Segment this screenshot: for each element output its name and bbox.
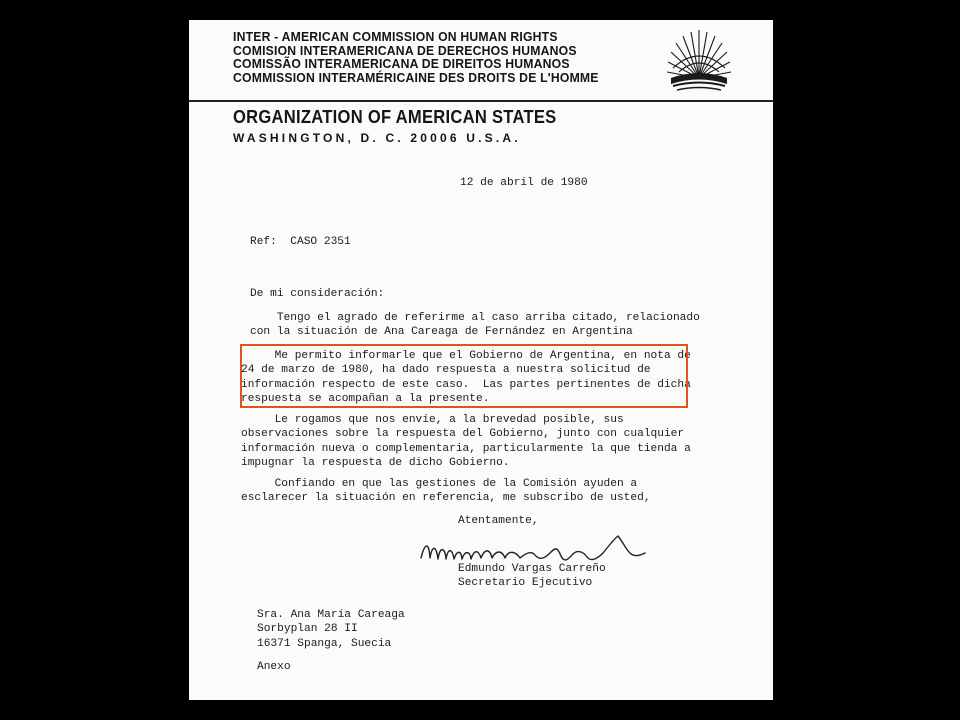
- recipient-address: Sra. Ana María Careaga Sorbyplan 28 II 16371 Spanga, Suecia: [257, 609, 405, 650]
- commission-name-french: COMMISSION INTERAMÉRICAINE DES DROITS DE L'HOMME: [233, 69, 599, 85]
- paragraph-request-observations: Le rogamos que nos envíe, a la brevedad posible, sus observaciones sobre la respuesta del Gobierno, junto con cualquier información nueva o complementaria, particularmente la que tienda a impugnar la respuesta de dicho Gobierno.: [241, 414, 691, 469]
- paragraph-introduction: Tengo el agrado de referirme al caso arriba citado, relacionado con la situación de Ana Careaga de Fernández en Argentina: [250, 312, 700, 339]
- commission-name-portuguese: COMISSÃO INTERAMERICANA DE DIREITOS HUMANOS: [233, 56, 570, 71]
- commission-name-spanish: COMISION INTERAMERICANA DE DERECHOS HUMANOS: [233, 42, 577, 58]
- letter-date: 12 de abril de 1980: [460, 177, 588, 189]
- paragraph-closing-remarks: Confiando en que las gestiones de la Comisión ayuden a esclarecer la situación en referencia, me subscribo de usted,: [241, 478, 651, 505]
- paragraph-government-response: Me permito informarle que el Gobierno de Argentina, en nota de 24 de marzo de 1980, ha dado respuesta a nuestra solicitud de información respecto de este caso. Las partes pertinentes de dicha respuesta se acompañan a la presente.: [241, 350, 691, 405]
- organization-name: ORGANIZATION OF AMERICAN STATES: [233, 107, 557, 127]
- highlight-box: [240, 344, 688, 408]
- annex-note: Anexo: [257, 661, 291, 673]
- commission-name-english: INTER - AMERICAN COMMISSION ON HUMAN RIGHTS: [233, 29, 558, 44]
- salutation: De mi consideración:: [250, 288, 385, 300]
- signer-block: Edmundo Vargas Carreño Secretario Ejecutivo: [458, 563, 606, 590]
- letterhead-rule: [189, 100, 773, 102]
- oas-emblem-icon: [663, 28, 735, 94]
- reference-line: Ref: CASO 2351: [250, 236, 351, 248]
- closing-phrase: Atentamente,: [458, 515, 539, 527]
- organization-address: WASHINGTON, D. C. 20006 U.S.A.: [233, 131, 521, 145]
- commission-name-block: [233, 30, 622, 84]
